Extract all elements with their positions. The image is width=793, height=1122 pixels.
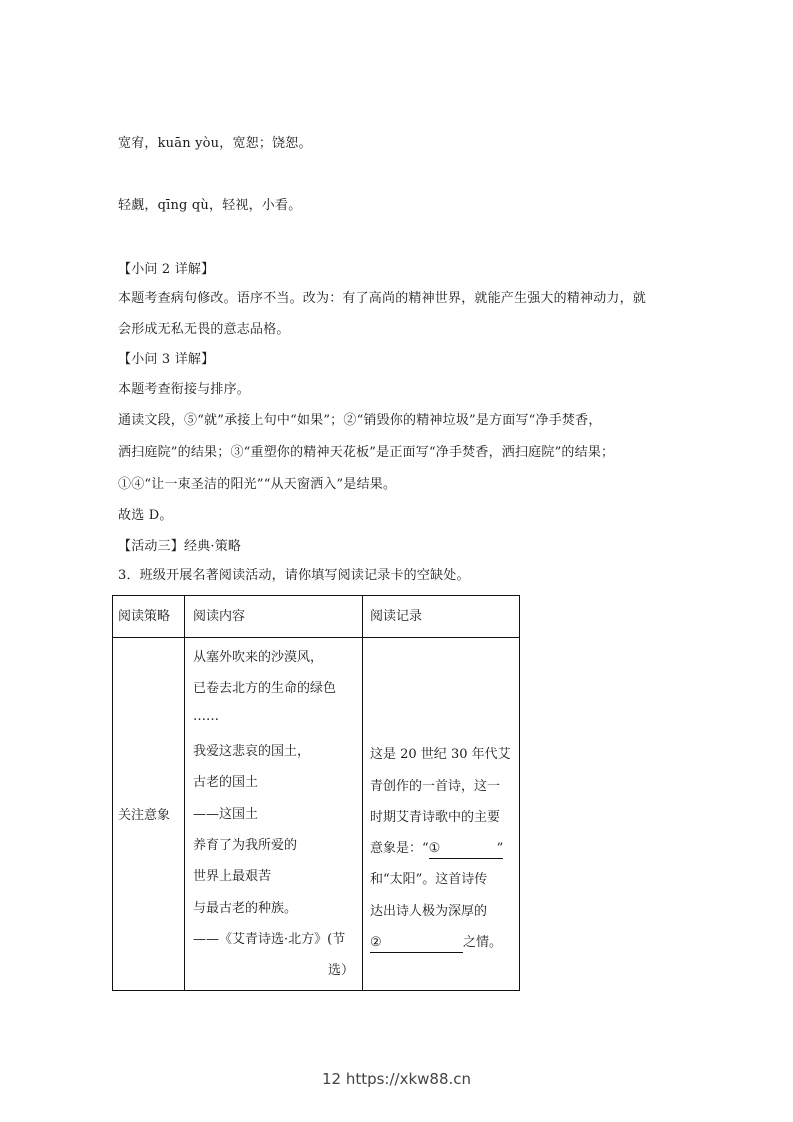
poem-line: ……	[193, 709, 219, 724]
paragraph-line: 会形成无私无畏的意志品格。	[118, 322, 290, 337]
record-line	[370, 840, 503, 859]
reading-record-table	[112, 595, 520, 991]
poem-line: 我爱这悲哀的国土，	[193, 744, 311, 759]
paragraph-line: 故选 D。	[118, 508, 173, 523]
column-divider	[362, 596, 363, 990]
paragraph-line: 本题考查衔接与排序。	[118, 382, 251, 397]
poem-source: ——《艾青诗选·北方》(节	[193, 932, 346, 947]
activity-heading: 【活动三】经典·策略	[118, 539, 242, 554]
poem-line: ——这国土	[193, 807, 259, 822]
blank-1-close-quote: ”	[497, 840, 504, 859]
section-heading: 【小问 3 详解】	[118, 352, 215, 367]
vocab-item: 宽宥，kuān yòu，宽恕；饶恕。	[118, 136, 312, 151]
paragraph-line: 通读文段，⑤“就”承接上句中“如果”；②“销毁你的精神垃圾”是方面写“净手焚香，	[118, 413, 602, 428]
record-line: 达出诗人极为深厚的	[370, 904, 488, 919]
record-line: 这是 20 世纪 30 年代艾	[370, 747, 511, 762]
poem-line: 养育了为我所爱的	[193, 838, 298, 853]
blank-2-label: ②	[370, 935, 382, 950]
poem-line: 与最古老的种族。	[193, 901, 298, 916]
record-line	[370, 934, 502, 953]
blank-1[interactable]	[429, 840, 497, 859]
poem-line: 已卷去北方的生命的绿色	[193, 681, 337, 696]
paragraph-line: 本题考查病句修改。语序不当。改为：有了高尚的精神世界，就能产生强大的精神动力，就	[118, 291, 647, 306]
header-row-divider	[113, 637, 519, 638]
record-text: 之情。	[463, 935, 503, 950]
paragraph-line: 洒扫庭院”的结果；③“重塑你的精神天花板”是正面写“净手焚香，洒扫庭院”的结果；	[118, 445, 615, 460]
paragraph-line: ①④“让一束圣洁的阳光”“从天窗洒入”是结果。	[118, 477, 397, 492]
header-record: 阅读记录	[370, 609, 423, 624]
poem-source: 选）	[328, 963, 355, 978]
column-divider	[184, 596, 185, 990]
question-text: 3．班级开展名著阅读活动，请你填写阅读记录卡的空缺处。	[118, 568, 470, 583]
strategy-cell: 关注意象	[118, 808, 171, 823]
poem-line: 世界上最艰苦	[193, 869, 272, 884]
record-line: 和“太阳”。这首诗传	[370, 872, 488, 887]
poem-line: 从塞外吹来的沙漠风，	[193, 650, 324, 665]
vocab-item: 轻觑，qīng qù，轻视，小看。	[118, 198, 302, 213]
poem-line: 古老的国土	[193, 775, 259, 790]
page-footer: 12 https://xkw88.cn	[321, 1070, 472, 1088]
header-content: 阅读内容	[193, 609, 246, 624]
record-text: 意象是：“	[370, 841, 429, 856]
header-strategy: 阅读策略	[118, 609, 171, 624]
section-heading: 【小问 2 详解】	[118, 262, 215, 277]
blank-2[interactable]	[370, 934, 463, 953]
blank-1-label: ①	[428, 841, 441, 856]
record-line: 时期艾青诗歌中的主要	[370, 810, 501, 825]
record-line: 青创作的一首诗，这一	[370, 779, 501, 794]
